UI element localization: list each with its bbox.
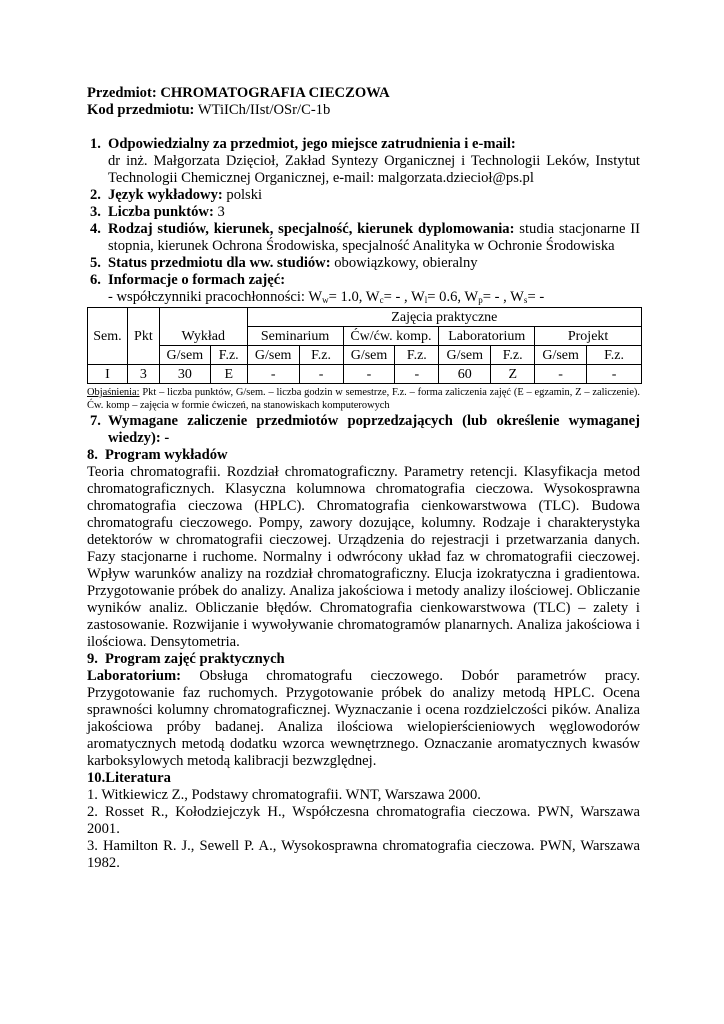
subject-label: Przedmiot: [87,85,157,101]
item-3-text: 3 [217,204,225,220]
section-8-text: Teoria chromatografii. Rozdział chromatograficzny. Parametry retencji. Klasyfikacja metod chromatograficznych. Klasyczna kolumnowa chromatografia cieczowa. Wysokosprawna chromatografia cieczowa (HPLC). Chromatografia cienkowarstwowa (TLC). Budowa chromatografu cieczowego. Pompy, zawory dozujące, kolumny. Rodzaje i charakterystyka detektorów w chromatografii cieczowej. Urządzenia do rejestracji i przetwarzania danych. Fazy stacjonarne i ruchome. Normalny i odwrócony układ faz w chromatografii cieczowej. Wpływ warunków analizy na rozdział chromatograficzny. Elucja izokratyczna i gradientowa. Przygotowanie próbek do analizy. Analiza jakościowa i metody analizy ilościowej. Obliczanie wyników analiz. Obliczanie błędów. Chromatografia cienkowarstwowa (TLC) – zalety i zastosowanie. Rozwijanie i wywoływanie chromatogramów planarnych. Analiza jakościowa i ilościowa. Densytometria. [87,464,640,650]
literature-entry: 3. Hamilton R. J., Sewell P. A., Wysokosprawna chromatografia cieczowa. PWN, Warszawa 1982. [87,838,640,871]
table-cell: E [210,365,247,384]
table-cell: I [88,365,128,384]
coef-sub: w [322,295,329,305]
header-fz: F.z. [299,346,343,365]
header-gsem: G/sem [159,346,210,365]
item-1-text: dr inż. Małgorzata Dzięcioł, Zakład Syntezy Organicznej i Technologii Leków, Instytut Technologii Chemicznej Organicznej, e-mail: malgorzata.dziecioł@ps.pl [108,153,640,186]
table-cell: - [535,365,587,384]
table-cell: - [395,365,439,384]
header-seminarium: Seminarium [247,327,343,346]
table-cell: 30 [159,365,210,384]
course-code-value: WTiICh/IIst/OSr/C-1b [197,102,331,118]
literature-list [87,787,640,872]
coef-val: = 1.0, W [328,289,380,305]
item-number: 6. [90,272,101,288]
classes-table [87,307,642,384]
header-gsem: G/sem [343,346,395,365]
explanation-text: Pkt – liczba punktów, G/sem. – liczba godzin w semestrze, F.z. – forma zaliczenia zajęć (E – egzamin, Z – zaliczenie). Ćw. komp – zajęcia w formie ćwiczeń, na stanowiskach komputerowych [87,387,640,411]
header-gsem: G/sem [247,346,299,365]
item-3-label: Liczba punktów: [108,204,214,220]
section-number: 10. [87,770,106,786]
header-sem: Sem. [88,308,128,365]
section-10-title: Literatura [105,770,171,786]
table-cell: 60 [439,365,491,384]
item-3-points [87,204,640,221]
item-content [108,272,640,306]
subject-line [87,85,640,102]
course-code-line [87,102,640,119]
section-9-text [87,668,640,770]
coef-val: = - , W [482,289,524,305]
table-header-row [88,346,642,365]
table-cell: - [299,365,343,384]
item-4-label: Rodzaj studiów, kierunek, specjalność, kierunek dyplomowania: [108,221,515,237]
header-gsem: G/sem [535,346,587,365]
coef-sub: p [478,295,483,305]
section-number: 9. [87,651,98,667]
item-2-text: polski [226,187,263,203]
item-5-status [87,255,640,272]
item-4-text: studia stacjonarne II stopnia, kierunek Ochrona Środowiska, specjalność Analityka w Ochronie Środowiska [108,221,640,254]
item-5-label: Status przedmiotu dla ww. studiów: [108,255,331,271]
item-6-forms [87,272,640,306]
item-content [108,187,640,204]
header-zajecia: Zajęcia praktyczne [247,308,641,327]
item-content [108,204,640,221]
item-4-study-type [87,221,640,255]
item-number: 5. [90,255,101,271]
table-cell: - [247,365,299,384]
section-number: 7. [90,413,101,429]
subject-value: CHROMATOGRAFIA CIECZOWA [160,85,390,101]
header-projekt: Projekt [535,327,642,346]
spacer [87,119,640,136]
header-fz: F.z. [210,346,247,365]
header-fz: F.z. [587,346,642,365]
document-page [87,85,640,872]
course-code-label: Kod przedmiotu: [87,102,195,118]
table-cell: - [343,365,395,384]
item-1-responsible [87,136,640,187]
item-number: 4. [90,221,101,237]
coef-prefix: - współczynniki pracochłonności: W [108,289,323,305]
header-cw: Ćw/ćw. komp. [343,327,439,346]
table-header-row [88,308,642,327]
literature-entry: 2. Rosset R., Kołodziejczyk H., Współczesna chromatografia cieczowa. PWN, Warszawa 2001. [87,804,640,837]
header-laboratorium: Laboratorium [439,327,535,346]
item-content [108,255,640,272]
section-7-title: Wymagane zaliczenie przedmiotów poprzedzających (lub określenie wymaganej wiedzy): - [108,413,640,446]
coef-sub: s [523,295,528,305]
section-10-heading [87,770,640,787]
literature-entry: 1. Witkiewicz Z., Podstawy chromatografii. WNT, Warszawa 2000. [87,787,481,803]
item-1-label: Odpowiedzialny za przedmiot, jego miejsce zatrudnienia i e-mail: [108,136,516,152]
section-9-heading [87,651,640,668]
header-fz: F.z. [395,346,439,365]
item-number: 3. [90,204,101,220]
table-row [88,365,642,384]
section-7 [87,413,640,447]
section-8-title: Program wykładów [105,447,228,463]
item-2-label: Język wykładowy: [108,187,223,203]
header-wyklad: Wykład [159,308,247,346]
header-gsem: G/sem [439,346,491,365]
section-8-heading [87,447,640,464]
item-number: 1. [90,136,101,152]
item-content [108,136,640,187]
coef-sub: c [379,295,384,305]
header-fz: F.z. [491,346,535,365]
coef-val: = - [527,289,545,305]
coef-val: = 0.6, W [427,289,479,305]
coefficients-line [108,289,544,305]
section-9-title: Program zajęć praktycznych [105,651,285,667]
item-number: 2. [90,187,101,203]
coef-sub: l [424,295,428,305]
item-6-label: Informacje o formach zajęć: [108,272,286,288]
item-content [108,221,640,255]
table-explanation [87,386,640,412]
coef-val: = - , W [383,289,425,305]
header-pkt: Pkt [127,308,159,365]
table-cell: - [587,365,642,384]
table-cell: Z [491,365,535,384]
section-number: 8. [87,447,98,463]
lab-text: Obsługa chromatografu cieczowego. Dobór parametrów pracy. Przygotowanie faz ruchomych. Przygotowanie próbek do analizy metodą HPLC. Ocena sprawności kolumny chromatograficznej. Wyznaczanie i ocena rozdzielczości pików. Analiza jakościowa próby badanej. Analiza ilościowa wielopierścieniowych węglowodorów aromatycznych metodą dodatku wzorca wewnętrznego. Oznaczanie aromatycznych kwasów karboksylowych metodą kalibracji bezwzględnej. [87,668,640,769]
table-cell: 3 [127,365,159,384]
explanation-label: Objaśnienia: [87,387,140,398]
lab-label: Laboratorium: [87,668,182,684]
item-5-text: obowiązkowy, obieralny [334,255,478,271]
item-2-language [87,187,640,204]
